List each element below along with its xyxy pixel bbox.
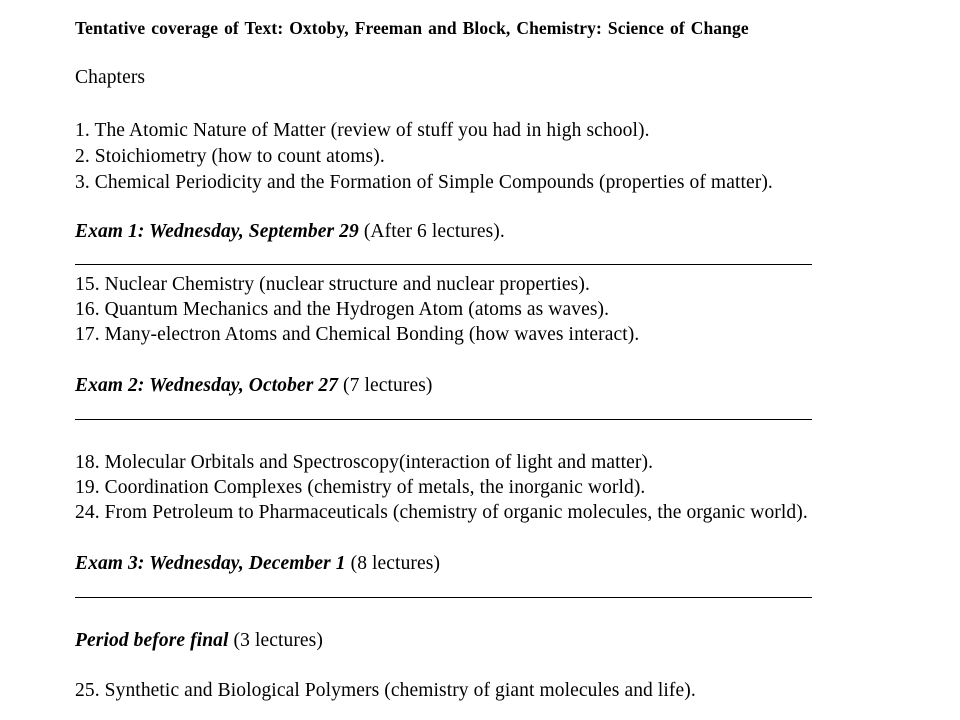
chapter-item: 25. Synthetic and Biological Polymers (chemistry of giant molecules and life). bbox=[75, 680, 696, 701]
chapter-item: 19. Coordination Complexes (chemistry of metals, the inorganic world). bbox=[75, 477, 646, 498]
exam-3-label: Exam 3: Wednesday, December 1 bbox=[75, 553, 346, 574]
divider-rule bbox=[75, 597, 812, 598]
exam-1-label: Exam 1: Wednesday, September 29 bbox=[75, 221, 359, 242]
divider-rule bbox=[75, 419, 812, 420]
chapter-item: 16. Quantum Mechanics and the Hydrogen Atom (atoms as waves). bbox=[75, 299, 610, 320]
chapter-item: 15. Nuclear Chemistry (nuclear structure and nuclear properties). bbox=[75, 274, 590, 295]
chapter-item: 18. Molecular Orbitals and Spectroscopy(interaction of light and matter). bbox=[75, 452, 654, 473]
exam-1-note: (After 6 lectures). bbox=[358, 221, 505, 242]
final-period-line bbox=[75, 628, 323, 654]
exam-3-note: (8 lectures) bbox=[345, 553, 441, 574]
chapters-heading: Chapters bbox=[75, 67, 146, 88]
final-period-note: (3 lectures) bbox=[228, 630, 323, 651]
exam-2-line bbox=[75, 373, 432, 399]
chapter-item: 17. Many-electron Atoms and Chemical Bonding (how waves interact). bbox=[75, 324, 640, 345]
exam-3-line bbox=[75, 551, 440, 577]
document-title: Tentative coverage of Text: Oxtoby, Freeman and Block, Chemistry: Science of Change bbox=[75, 18, 749, 38]
chapter-item: 24. From Petroleum to Pharmaceuticals (chemistry of organic molecules, the organic world). bbox=[75, 502, 808, 523]
exam-2-note: (7 lectures) bbox=[338, 375, 433, 396]
exam-2-label: Exam 2: Wednesday, October 27 bbox=[75, 375, 339, 396]
chapter-item: 1. The Atomic Nature of Matter (review of stuff you had in high school). bbox=[75, 120, 650, 141]
chapter-item: 2. Stoichiometry (how to count atoms). bbox=[75, 146, 385, 167]
final-period-label: Period before final bbox=[75, 630, 229, 651]
exam-1-line bbox=[75, 219, 505, 245]
divider-rule bbox=[75, 264, 812, 265]
chapter-item: 3. Chemical Periodicity and the Formation of Simple Compounds (properties of matter). bbox=[75, 172, 773, 193]
